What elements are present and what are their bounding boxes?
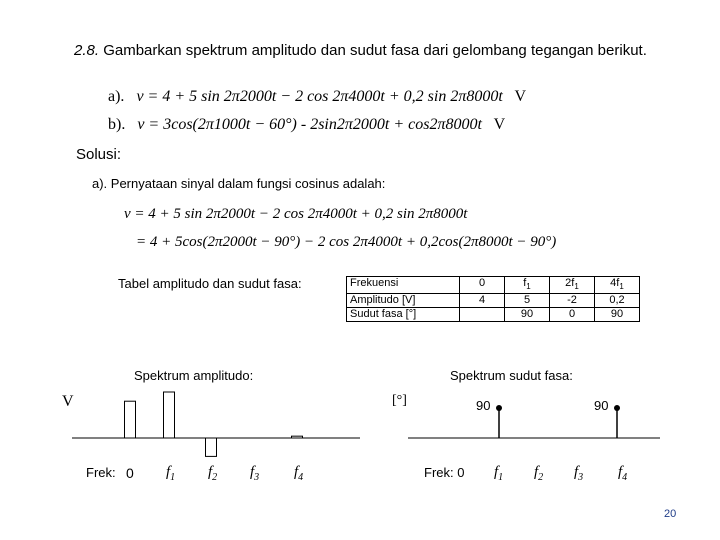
amp-cell: 5 <box>505 294 550 308</box>
solution-equation-2: = 4 + 5cos(2π2000t − 90°) − 2 cos 2π4000t + 0,2cos(2π8000t − 90°) <box>136 234 557 250</box>
equation-a-unit: V <box>514 88 527 105</box>
amplitude-tick-f2: $f_2$ <box>208 464 218 483</box>
phase-x-prefix: Frek: 0 <box>424 465 465 480</box>
equation-b-body: v = 3cos(2π1000t − 60°) - 2sin2π2000t + cos2π8000t <box>137 116 482 133</box>
phase-y-unit: [°] <box>392 393 407 408</box>
phase-point-label-2: 90 <box>594 398 609 413</box>
amp-cell: 4 <box>460 294 505 308</box>
freq-cell: $f_1$ <box>505 277 550 294</box>
phase-cell: 90 <box>505 308 550 322</box>
amplitude-tick-f1: $f_1$ <box>166 464 176 483</box>
solution-equation-1: v = 4 + 5 sin 2π2000t − 2 cos 2π4000t + 0,2 sin 2π8000t <box>124 206 468 222</box>
equation-b-label: b). <box>108 116 126 133</box>
solution-part-a: a). Pernyataan sinyal dalam fungsi cosinus adalah: <box>92 176 386 191</box>
phase-cell: 0 <box>550 308 595 322</box>
problem-number: 2.8. <box>74 42 100 59</box>
amplitude-x-prefix: Frek: <box>86 465 116 480</box>
phase-tick-f3: $f_3$ <box>574 464 584 483</box>
freq-cell: $2f_1$ <box>550 277 595 294</box>
equation-b-unit: V <box>493 116 506 133</box>
phase-point-label-1: 90 <box>476 398 491 413</box>
phase-point-f4 <box>614 405 620 411</box>
row-label-phase: Sudut fasa [°] <box>347 308 460 322</box>
amplitude-tick-0: 0 <box>126 465 134 481</box>
problem-text: Gambarkan spektrum amplitudo dan sudut fasa dari gelombang tegangan berikut. <box>103 42 647 59</box>
amp-cell: 0,2 <box>595 294 640 308</box>
freq-cell: 0 <box>460 277 505 294</box>
equation-a-label: a). <box>108 88 125 105</box>
phase-tick-f2: $f_2$ <box>534 464 544 483</box>
phase-tick-f1: $f_1$ <box>494 464 504 483</box>
phase-tick-f4: $f_4$ <box>618 464 628 483</box>
row-label-frequency: Frekuensi <box>347 277 460 294</box>
amplitude-y-unit: V <box>62 393 74 410</box>
phase-point-f1 <box>496 405 502 411</box>
solution-heading: Solusi: <box>76 146 122 163</box>
amplitude-tick-f4: $f_4$ <box>294 464 304 483</box>
amp-cell: -2 <box>550 294 595 308</box>
freq-cell: $4f_1$ <box>595 277 640 294</box>
row-label-amplitude: Amplitudo [V] <box>347 294 460 308</box>
page-number: 20 <box>664 508 677 520</box>
phase-spectrum-title: Spektrum sudut fasa: <box>450 368 573 383</box>
amplitude-tick-f3: $f_3$ <box>250 464 260 483</box>
amplitude-spectrum-title: Spektrum amplitudo: <box>134 368 254 383</box>
table-caption: Tabel amplitudo dan sudut fasa: <box>118 276 302 291</box>
equation-a-body: v = 4 + 5 sin 2π2000t − 2 cos 2π4000t + 0,2 sin 2π8000t <box>136 88 503 105</box>
phase-cell: 90 <box>595 308 640 322</box>
